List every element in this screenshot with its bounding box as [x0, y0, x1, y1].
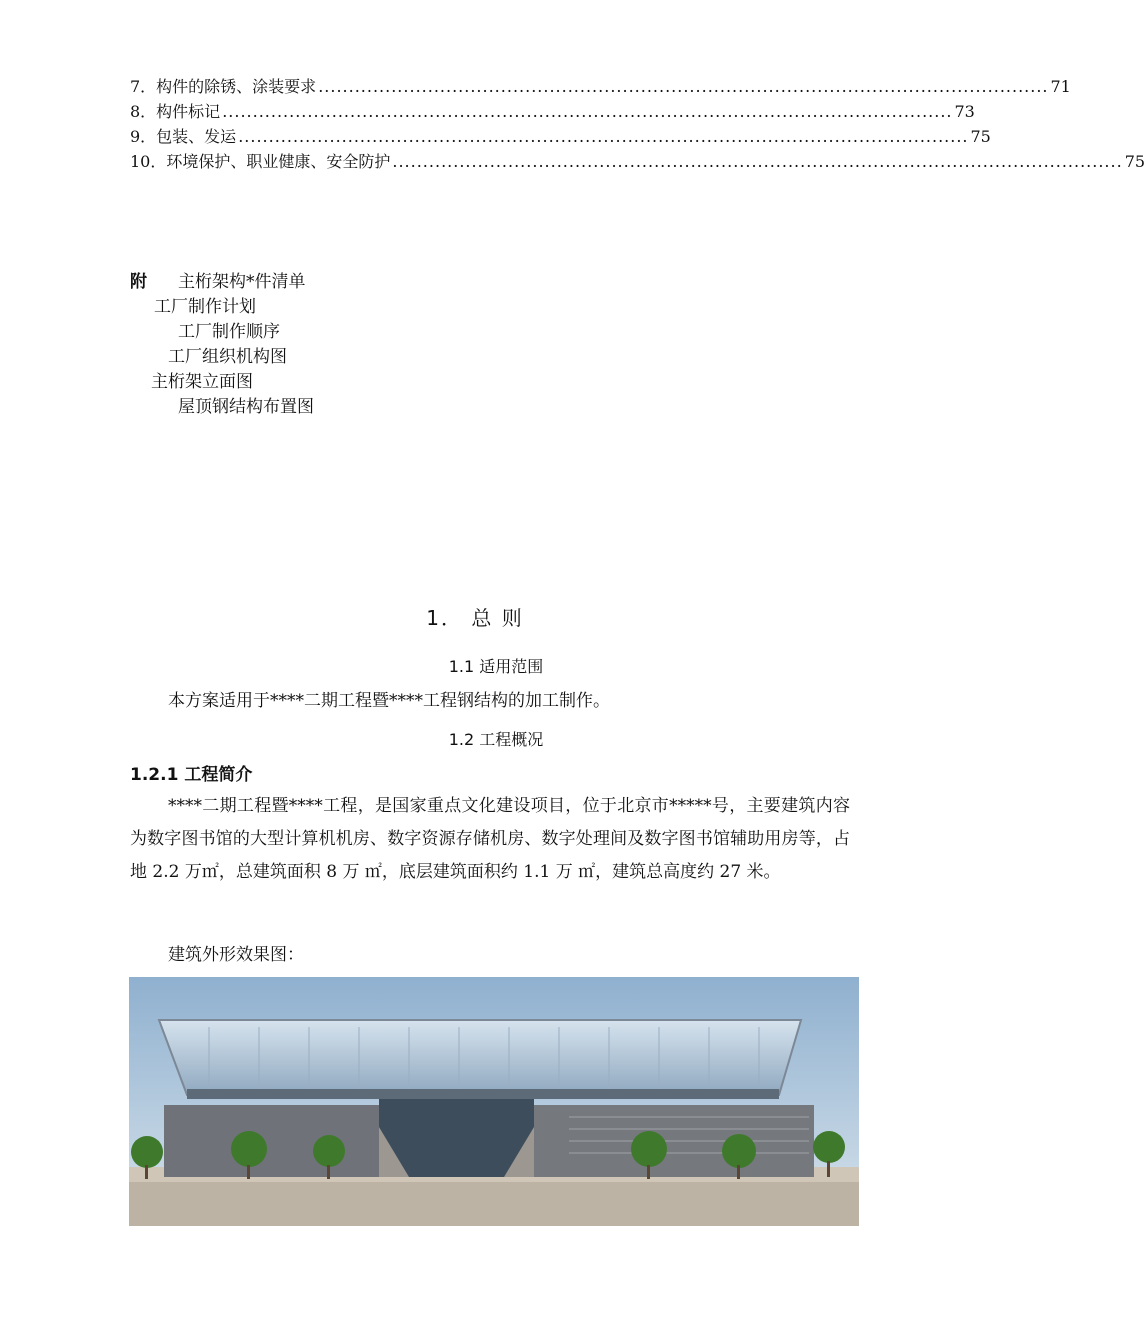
- toc-title: 9．包装、发运: [130, 127, 237, 146]
- section-heading: 1． 总 则: [426, 606, 524, 630]
- appendix-item: 工厂制作计划: [154, 297, 256, 317]
- toc-page: 71: [1050, 77, 1071, 96]
- toc-leader-dots: ........................................................................................................................: [238, 127, 969, 146]
- appendix-item: 工厂组织机构图: [168, 347, 287, 367]
- subsubsection-heading: 1.2.1 工程简介: [130, 765, 253, 785]
- toc-title: 7．构件的除锈、涂装要求: [130, 77, 317, 96]
- toc-row[interactable]: [130, 74, 1071, 99]
- toc-leader-dots: ........................................................................................................................: [392, 152, 1123, 171]
- toc-title: 8．构件标记: [130, 102, 221, 121]
- toc-page: 73: [954, 102, 975, 121]
- project-intro-paragraph: ****二期工程暨****工程，是国家重点文化建设项目，位于北京市*****号，主要建筑内容为数字图书馆的大型计算机机房、数字资源存储机房、数字处理间及数字图书馆辅助用房等，占地 2.2 万㎡，总建筑面积 8 万 ㎡，底层建筑面积约 1.1 万 ㎡，建筑总高度约 27 米。: [130, 796, 850, 882]
- toc-title: 10．环境保护、职业健康、安全防护: [130, 152, 391, 171]
- scope-paragraph: 本方案适用于****二期工程暨****工程钢结构的加工制作。: [168, 691, 610, 711]
- toc-leader-dots: ........................................................................................................................: [318, 77, 1049, 96]
- toc-leader-dots: ........................................................................................................................: [222, 102, 953, 121]
- appendix-item: 主桁架构*件清单: [178, 272, 306, 292]
- subsection-heading: 1.1 适用范围: [448, 657, 544, 676]
- appendix-item: 工厂制作顺序: [178, 322, 280, 342]
- appendix-label: 附: [130, 272, 147, 292]
- appendix-item: 屋顶钢结构布置图: [178, 397, 314, 417]
- toc-page: 75: [1124, 152, 1145, 171]
- toc-row[interactable]: [130, 149, 1145, 174]
- toc-row[interactable]: [130, 124, 991, 149]
- table-of-contents: [130, 74, 1145, 174]
- toc-page: 75: [970, 127, 991, 146]
- appendix-item: 主桁架立面图: [151, 372, 253, 392]
- figure-caption: 建筑外形效果图：: [168, 945, 304, 965]
- building-rendering-image: [129, 977, 859, 1226]
- toc-row[interactable]: [130, 99, 975, 124]
- subsection-heading: 1.2 工程概况: [448, 730, 544, 749]
